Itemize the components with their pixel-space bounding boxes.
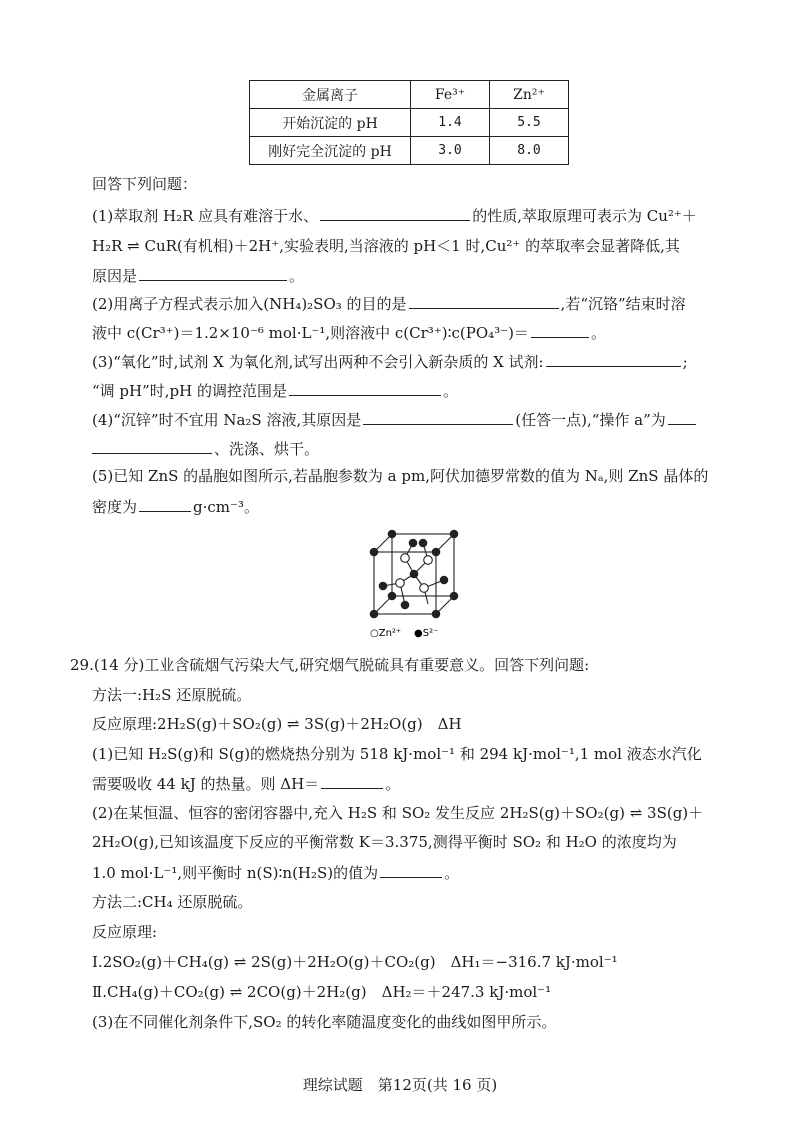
q4-text-a: (4)“沉锌”时不宜用 Na₂S 溶液,其原因是 bbox=[92, 411, 362, 429]
q29-2-line-1: (2)在某恒温、恒容的密闭容器中,充入 H₂S 和 SO₂ 发生反应 2H₂S(g)＋SO₂(g) ⇌ 3S(g)＋ bbox=[92, 804, 704, 822]
answer-blank[interactable] bbox=[380, 861, 442, 878]
q29-2-text-c: 1.0 mol·L⁻¹,则平衡时 n(S)∶n(H₂S)的值为 bbox=[92, 864, 379, 882]
q29-2-text-d: 。 bbox=[444, 864, 460, 882]
q1-text-d: 原因是 bbox=[92, 267, 138, 285]
question-3-line-2 bbox=[92, 379, 458, 402]
answer-blank[interactable] bbox=[139, 264, 287, 281]
question-1-line-2: H₂R ⇌ CuR(有机相)＋2H⁺,实验表明,当溶液的 pH＜1 时,Cu²⁺ 的萃取率会显著降低,其 bbox=[92, 237, 680, 255]
method-2-principle: 反应原理: bbox=[92, 923, 158, 941]
question-2-line-1 bbox=[92, 292, 686, 315]
q4-text-b: (任答一点),“操作 a”为 bbox=[515, 411, 666, 429]
question-2-line-2 bbox=[92, 321, 606, 344]
q3-text-d: 。 bbox=[443, 382, 459, 400]
table-header-row bbox=[250, 81, 569, 109]
q29-2-line-3 bbox=[92, 861, 459, 884]
answer-intro: 回答下列问题： bbox=[92, 175, 198, 193]
q2-text-d: 。 bbox=[590, 324, 606, 342]
answer-blank[interactable] bbox=[320, 204, 470, 221]
q1-text-b: 的性质,萃取原理可表示为 Cu²⁺＋ bbox=[472, 207, 697, 225]
table-row bbox=[250, 137, 569, 165]
q29-1-line-1: (1)已知 H₂S(g)和 S(g)的燃烧热分别为 518 kJ·mol⁻¹ 和 294 kJ·mol⁻¹,1 mol 液态水汽化 bbox=[92, 745, 702, 763]
answer-blank[interactable] bbox=[531, 321, 589, 338]
answer-blank[interactable] bbox=[289, 379, 441, 396]
answer-blank[interactable] bbox=[321, 772, 383, 789]
q29-1-line-2 bbox=[92, 772, 400, 795]
table-cell: 5.5 bbox=[490, 109, 569, 137]
precipitation-ph-table bbox=[249, 80, 569, 165]
method-2-heading: 方法二:CH₄ 还原脱硫。 bbox=[92, 893, 253, 911]
q3-text-a: (3)“氧化”时,试剂 X 为氧化剂,试写出两种不会引入新杂质的 X 试剂: bbox=[92, 353, 544, 371]
question-5-line-2 bbox=[92, 495, 259, 518]
q29-1-text-b: 需要吸收 44 kJ 的热量。则 ΔH＝ bbox=[92, 775, 320, 793]
table-cell: 开始沉淀的 pH bbox=[250, 109, 411, 137]
question-1-line-1 bbox=[92, 204, 697, 227]
answer-blank[interactable] bbox=[92, 437, 212, 454]
q4-text-c: 、洗涤、烘干。 bbox=[214, 440, 320, 458]
answer-blank[interactable] bbox=[668, 408, 696, 425]
q29-1-text-c: 。 bbox=[385, 775, 401, 793]
question-4-line-1 bbox=[92, 408, 698, 431]
q2-text-b: ,若“沉铬”结束时溶 bbox=[560, 295, 686, 313]
legend-s: ●S²⁻ bbox=[414, 628, 439, 639]
q29-3-line: (3)在不同催化剂条件下,SO₂ 的转化率随温度变化的曲线如图甲所示。 bbox=[92, 1013, 557, 1031]
answer-blank[interactable] bbox=[363, 408, 513, 425]
table-cell: 8.0 bbox=[490, 137, 569, 165]
question-29-title: 29.(14 分)工业含硫烟气污染大气,研究烟气脱硫具有重要意义。回答下列问题: bbox=[70, 656, 590, 674]
q3-text-c: “调 pH”时,pH 的调控范围是 bbox=[92, 382, 288, 400]
table-cell: 1.4 bbox=[411, 109, 490, 137]
q1-text-e: 。 bbox=[289, 267, 305, 285]
answer-blank[interactable] bbox=[546, 350, 681, 367]
q2-text-c: 液中 c(Cr³⁺)＝1.2×10⁻⁶ mol·L⁻¹,则溶液中 c(Cr³⁺)∶c(PO₄³⁻)＝ bbox=[92, 324, 529, 342]
q5-text-b: 密度为 bbox=[92, 498, 138, 516]
reaction-2: Ⅱ.CH₄(g)＋CO₂(g) ⇌ 2CO(g)＋2H₂(g) ΔH₂＝＋247.3 kJ·mol⁻¹ bbox=[92, 983, 552, 1001]
question-1-line-3 bbox=[92, 264, 304, 287]
q1-text-a: (1)萃取剂 H₂R 应具有难溶于水、 bbox=[92, 207, 319, 225]
answer-blank[interactable] bbox=[409, 292, 559, 309]
q2-text-a: (2)用离子方程式表示加入(NH₄)₂SO₃ 的目的是 bbox=[92, 295, 407, 313]
q29-2-line-2: 2H₂O(g),已知该温度下反应的平衡常数 K＝3.375,测得平衡时 SO₂ 和 H₂O 的浓度均为 bbox=[92, 833, 677, 851]
answer-blank[interactable] bbox=[139, 495, 191, 512]
q5-text-c: g·cm⁻³。 bbox=[193, 498, 259, 516]
page-footer: 理综试题 第12页(共 16 页) bbox=[302, 1076, 498, 1094]
question-5-line-1: (5)已知 ZnS 的晶胞如图所示,若晶胞参数为 a pm,阿伏加德罗常数的值为 Nₐ,则 ZnS 晶体的 bbox=[92, 467, 709, 485]
zns-unit-cell-figure bbox=[362, 528, 472, 640]
reaction-1: Ⅰ.2SO₂(g)＋CH₄(g) ⇌ 2S(g)＋2H₂O(g)＋CO₂(g) ΔH₁＝−316.7 kJ·mol⁻¹ bbox=[92, 953, 618, 971]
table-cell: 刚好完全沉淀的 pH bbox=[250, 137, 411, 165]
q3-text-b: ; bbox=[682, 353, 688, 371]
table-header-cell: 金属离子 bbox=[250, 81, 411, 109]
question-3-line-1 bbox=[92, 350, 688, 373]
table-header-cell: Fe³⁺ bbox=[411, 81, 490, 109]
table-cell: 3.0 bbox=[411, 137, 490, 165]
method-1-principle: 反应原理:2H₂S(g)＋SO₂(g) ⇌ 3S(g)＋2H₂O(g) ΔH bbox=[92, 715, 462, 733]
method-1-heading: 方法一:H₂S 还原脱硫。 bbox=[92, 686, 252, 704]
table-row bbox=[250, 109, 569, 137]
table-header-cell: Zn²⁺ bbox=[490, 81, 569, 109]
legend-zn: ○Zn²⁺ bbox=[370, 628, 402, 639]
question-4-line-2 bbox=[92, 437, 319, 460]
